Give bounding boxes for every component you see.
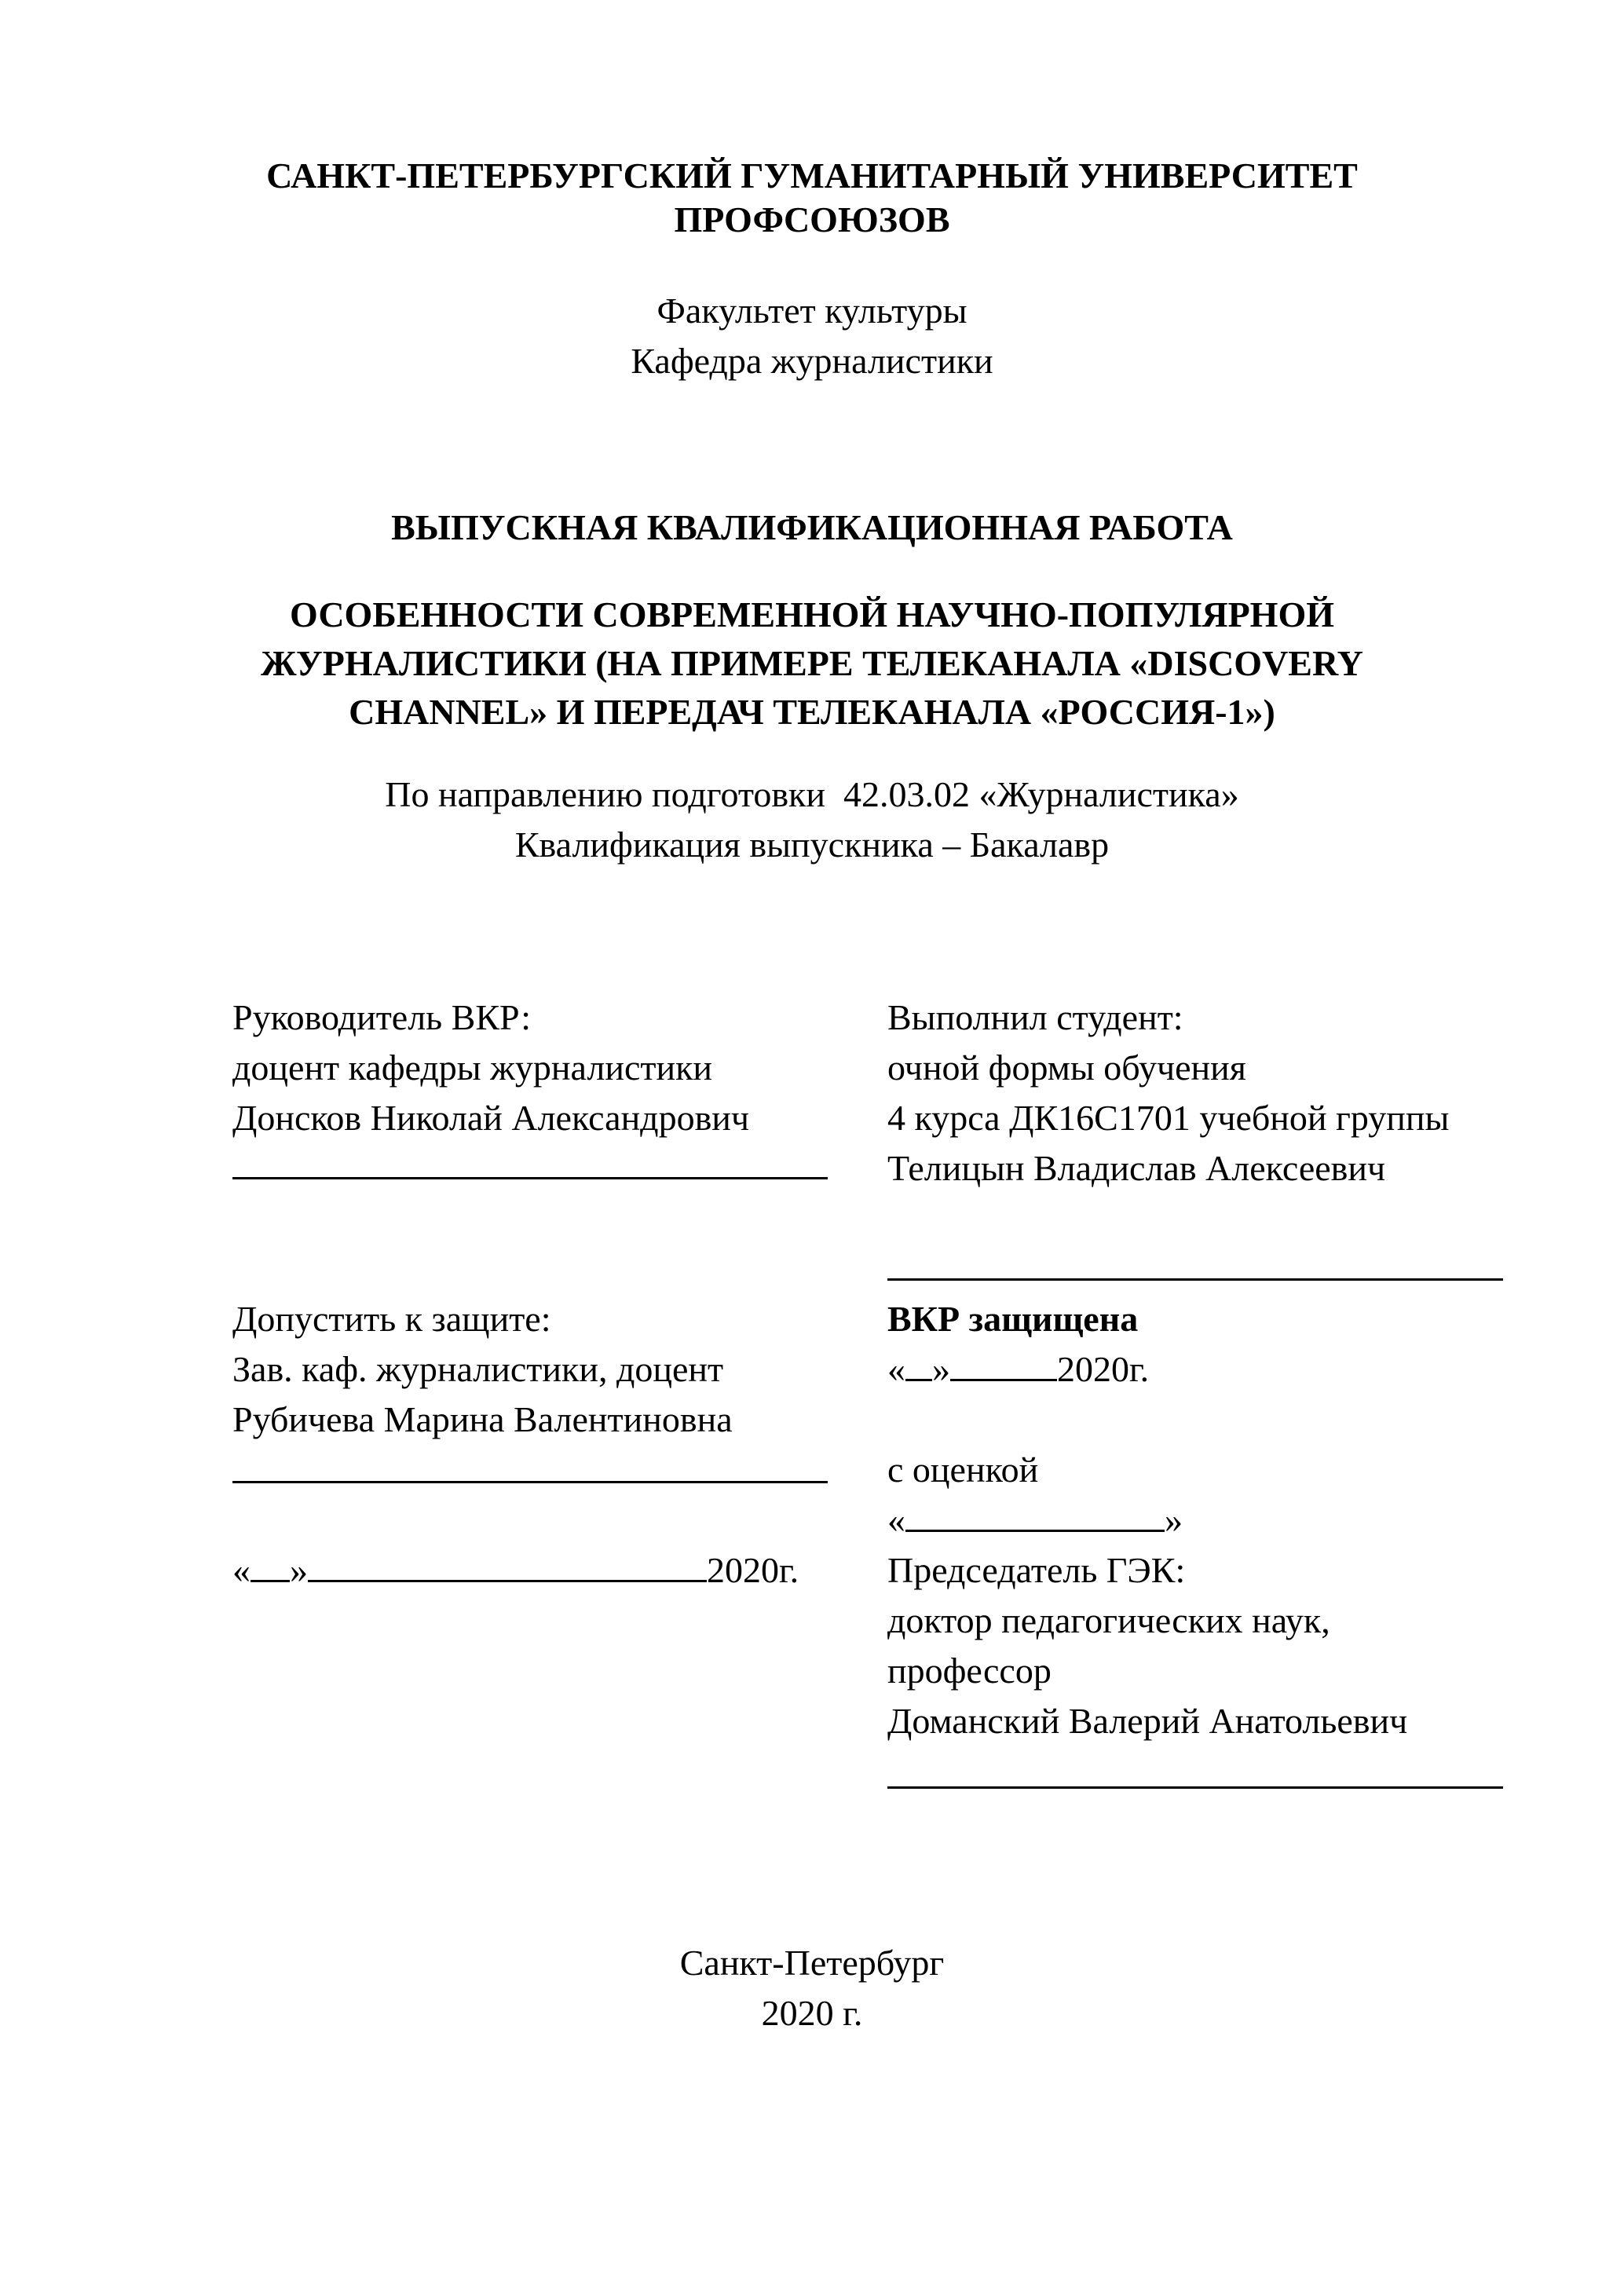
supervisor-label: Руководитель ВКР: — [232, 997, 532, 1037]
defense-date-year: 2020г. — [1057, 1349, 1150, 1389]
student-form: очной формы обучения — [887, 1047, 1246, 1088]
admission-label: Допустить к защите: — [232, 1299, 551, 1339]
chair-signature-line — [887, 1786, 1503, 1789]
admission-position: Зав. каф. журналистики, доцент — [232, 1349, 724, 1389]
defense-month-blank — [950, 1347, 1057, 1381]
university-name — [0, 154, 1624, 242]
admission-date-close-quote: » — [290, 1550, 308, 1590]
university-name-line-1: САНКТ-ПЕТЕРБУРГСКИЙ ГУМАНИТАРНЫЙ УНИВЕРСИТЕТ — [266, 155, 1358, 196]
work-title-line-3: CHANNEL» И ПЕРЕДАЧ ТЕЛЕКАНАЛА «РОССИЯ-1») — [349, 692, 1275, 732]
defense-day-blank — [905, 1347, 932, 1381]
admission-date — [232, 1545, 799, 1596]
chair-degree: доктор педагогических наук, — [887, 1600, 1330, 1640]
defense-date-close-quote: » — [932, 1349, 950, 1389]
qualification-text: Квалификация выпускника – Бакалавр — [514, 824, 1110, 865]
admission-block — [232, 1294, 733, 1445]
student-signature-line — [887, 1278, 1503, 1281]
supervisor-name: Донсков Николай Александрович — [232, 1098, 750, 1138]
grade-field — [887, 1495, 1407, 1545]
defense-status: ВКР защищена — [887, 1299, 1139, 1339]
admission-day-blank — [251, 1548, 290, 1582]
faculty-block — [0, 286, 1624, 386]
admission-date-year: 2020г. — [707, 1550, 799, 1590]
admission-signature-line — [232, 1481, 828, 1483]
faculty-name: Факультет культуры — [657, 291, 967, 331]
defense-date-open-quote: « — [887, 1349, 905, 1389]
footer-year: 2020 г. — [761, 1993, 863, 2033]
admission-month-blank — [308, 1548, 707, 1582]
admission-date-open-quote: « — [232, 1550, 251, 1590]
university-name-line-2: ПРОФСОЮЗОВ — [674, 199, 950, 239]
grade-label: с оценкой — [887, 1450, 1039, 1490]
defense-date — [887, 1344, 1149, 1395]
direction-text: По направлению подготовки 42.03.02 «Журналистика» — [385, 774, 1239, 814]
student-name: Телицын Владислав Алексеевич — [887, 1148, 1386, 1188]
direction-block — [0, 770, 1624, 870]
work-title-line-1: ОСОБЕННОСТИ СОВРЕМЕННОЙ НАУЧНО-ПОПУЛЯРНОЙ — [289, 594, 1335, 634]
work-title-line-2: ЖУРНАЛИСТИКИ (НА ПРИМЕРЕ ТЕЛЕКАНАЛА «DISCOVERY — [261, 643, 1363, 683]
work-type — [0, 506, 1624, 550]
grade-blank — [905, 1498, 1165, 1532]
student-group: 4 курса ДК16С1701 учебной группы — [887, 1098, 1450, 1138]
footer-city: Санкт-Петербург — [679, 1943, 945, 1983]
chair-label: Председатель ГЭК: — [887, 1550, 1186, 1590]
supervisor-block — [232, 993, 749, 1143]
student-block — [887, 993, 1449, 1194]
defense-block — [887, 1294, 1149, 1395]
chair-title: профессор — [887, 1651, 1052, 1691]
grade-close-quote: » — [1165, 1500, 1183, 1540]
grade-open-quote: « — [887, 1500, 905, 1540]
footer — [0, 1938, 1624, 2038]
supervisor-signature-line — [232, 1177, 828, 1179]
work-type-text: ВЫПУСКНАЯ КВАЛИФИКАЦИОННАЯ РАБОТА — [391, 507, 1233, 547]
work-title — [0, 590, 1624, 737]
student-label: Выполнил студент: — [887, 997, 1183, 1037]
chair-name: Доманский Валерий Анатольевич — [887, 1701, 1408, 1741]
admission-name: Рубичева Марина Валентиновна — [232, 1399, 733, 1439]
grade-block — [887, 1445, 1407, 1746]
department-name: Кафедра журналистики — [631, 341, 993, 381]
supervisor-position: доцент кафедры журналистики — [232, 1047, 713, 1088]
